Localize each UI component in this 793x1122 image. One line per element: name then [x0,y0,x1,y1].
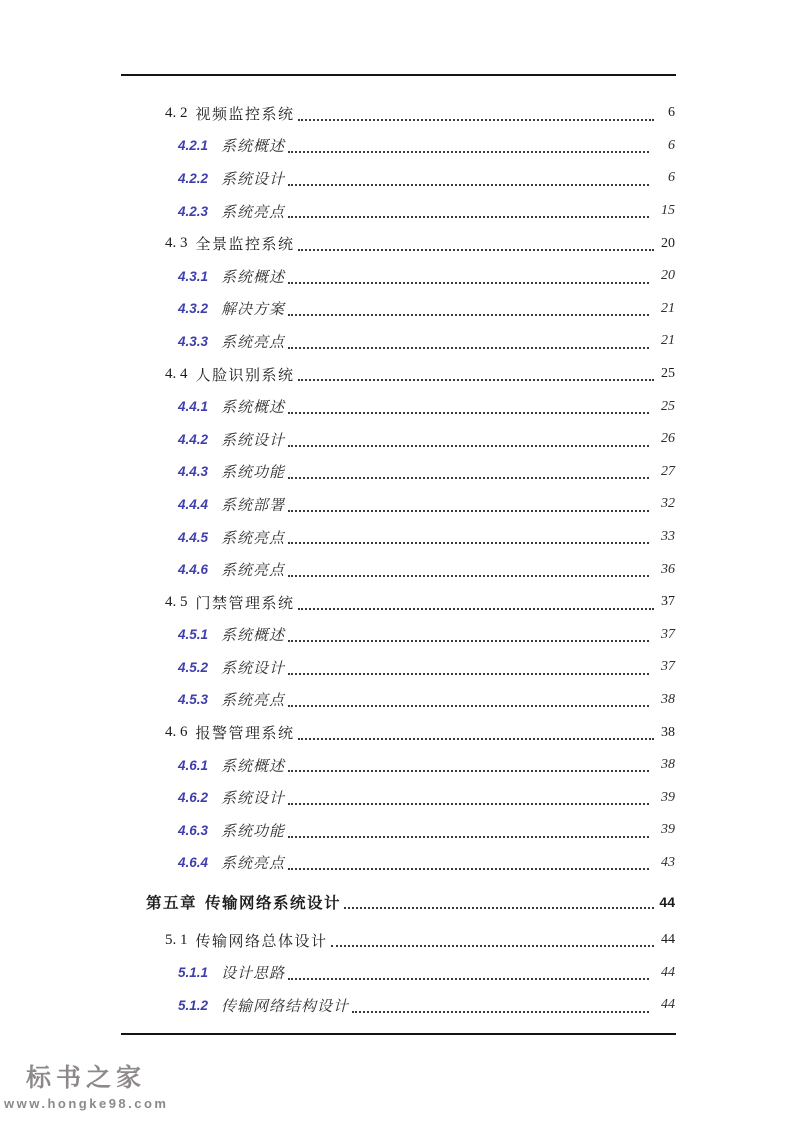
toc-entry-number: 5.1.1 [178,965,209,981]
toc-entry-page: 44 [661,997,675,1013]
toc-entry-page: 39 [661,789,675,805]
toc-entry[interactable] [122,586,675,619]
dot-leader [288,216,649,218]
dot-leader [288,151,649,153]
toc-entry-title: 系统概述 [221,139,286,156]
toc-entry-title: 系统概述 [221,628,286,645]
toc-entry[interactable] [122,456,675,489]
toc-entry-number: 4.3.1 [178,268,209,284]
toc-entry-title: 系统亮点 [221,856,286,873]
toc-entry-title: 系统亮点 [221,530,286,547]
toc-entry[interactable] [122,97,675,130]
toc-entry-title: 系统概述 [221,269,286,286]
toc-entry-title: 报警管理系统 [195,726,295,743]
dot-leader [298,249,654,251]
toc-entry-title: 系统亮点 [221,204,286,221]
dot-leader [288,445,649,447]
toc-entry-title: 传输网络结构设计 [221,998,350,1015]
toc-entry-page: 43 [661,854,675,870]
toc-entry-page: 44 [661,932,675,948]
toc-entry[interactable] [122,781,675,814]
toc-entry[interactable] [122,716,675,749]
dot-leader [288,836,649,838]
toc-entry-title: 系统设计 [221,171,286,188]
toc-entry-number: 4.2.1 [178,138,209,154]
toc-entry-page: 15 [661,203,675,219]
dot-leader [288,770,649,772]
toc-entry-number: 4.6.2 [178,790,209,806]
toc-entry[interactable] [122,651,675,684]
toc-entry[interactable] [122,814,675,847]
toc-entry[interactable] [122,390,675,423]
toc-entry-title: 系统亮点 [221,334,286,351]
toc-entry-page: 38 [661,757,675,773]
toc-entry-title: 系统功能 [221,823,286,840]
dot-leader [331,945,654,947]
header-rule [121,74,676,76]
toc-entry[interactable] [122,130,675,163]
toc-entry[interactable] [122,195,675,228]
toc-entry-number: 4.4.4 [178,496,209,512]
toc-entry-title: 系统设计 [221,791,286,808]
toc-entry-page: 44 [661,964,675,980]
toc-entry-number: 5. 1 [165,931,188,948]
toc-entry-title: 全景监控系统 [195,237,295,254]
toc-entry-page: 6 [668,137,675,153]
toc-entry[interactable] [122,684,675,717]
dot-leader [288,477,649,479]
toc-entry[interactable] [122,162,675,195]
toc-entry[interactable] [122,956,675,989]
dot-leader [288,412,649,414]
dot-leader [298,738,654,740]
toc-entry[interactable] [122,358,675,391]
toc-entry-page: 25 [661,366,675,382]
toc-entry-number: 4.4.2 [178,431,209,447]
dot-leader [298,119,654,121]
dot-leader [288,978,649,980]
toc-entry[interactable] [122,325,675,358]
toc-entry-number: 4.4.6 [178,562,209,578]
dot-leader [298,608,654,610]
toc-entry-title: 系统概述 [221,758,286,775]
toc-entry[interactable] [122,488,675,521]
toc-entry-page: 38 [661,724,675,740]
toc-entry-page: 20 [661,235,675,251]
toc-entry-page: 37 [661,594,675,610]
toc-entry-number: 4.5.3 [178,692,209,708]
toc-entry-number: 4. 3 [165,235,188,252]
toc-entry[interactable] [122,227,675,260]
toc-entry-number: 4. 2 [165,104,188,121]
toc-entry-title: 解决方案 [221,302,286,319]
dot-leader [288,803,649,805]
dot-leader [288,868,649,870]
toc-entry-title: 系统亮点 [221,563,286,580]
toc-entry-title: 传输网络系统设计 [205,894,342,912]
toc-entry-number: 4.6.1 [178,757,209,773]
toc-entry-page: 44 [659,893,675,910]
toc-entry-title: 设计思路 [221,966,286,983]
toc-entry-number: 4.4.5 [178,529,209,545]
toc-entry-page: 6 [668,105,675,121]
toc-entry[interactable] [122,847,675,880]
watermark-brand-text: 标书之家 [26,1064,147,1092]
dot-leader [288,510,649,512]
toc-entry-page: 26 [661,431,675,447]
toc-entry-page: 33 [661,529,675,545]
toc-entry[interactable] [122,521,675,554]
toc-entry[interactable] [122,619,675,652]
toc-entry-number: 4. 5 [165,593,188,610]
toc-entry[interactable] [122,260,675,293]
toc-entry-page: 38 [661,691,675,707]
dot-leader [344,907,654,909]
toc-entry-page: 21 [661,333,675,349]
toc-entry[interactable] [122,885,675,918]
toc-entry-title: 系统设计 [221,660,286,677]
toc-entry-number: 4.4.3 [178,464,209,480]
toc-entry-number: 5.1.2 [178,997,209,1013]
dot-leader [288,575,649,577]
toc-entry-title: 系统功能 [221,465,286,482]
toc-entry-page: 39 [661,822,675,838]
footer-rule [121,1033,676,1035]
toc-entry-number: 4. 4 [165,365,188,382]
toc-entry[interactable] [122,924,675,957]
toc-entry-number: 4.2.3 [178,203,209,219]
dot-leader [288,282,649,284]
toc-entry[interactable] [122,293,675,326]
dot-leader [288,673,649,675]
toc-entry-number: 4.2.2 [178,170,209,186]
toc-entry-number: 4.5.1 [178,627,209,643]
dot-leader [298,379,654,381]
dot-leader [288,542,649,544]
toc-entry-title: 传输网络总体设计 [195,933,328,950]
toc-entry-title: 系统亮点 [221,693,286,710]
toc-entry-page: 32 [661,496,675,512]
toc-entry-page: 21 [661,300,675,316]
toc-entry-number: 第五章 [146,894,198,912]
dot-leader [288,347,649,349]
dot-leader [288,640,649,642]
toc-entry-page: 37 [661,626,675,642]
toc-entry[interactable] [122,423,675,456]
toc-entry-title: 视频监控系统 [195,106,295,123]
dot-leader [288,705,649,707]
toc-entry-page: 20 [661,268,675,284]
toc-entry-page: 25 [661,398,675,414]
toc-list [122,97,675,1022]
toc-entry-title: 系统部署 [221,497,286,514]
toc-entry[interactable] [122,553,675,586]
watermark-url-text: www.hongke98.com [4,1096,169,1111]
toc-entry-number: 4.5.2 [178,659,209,675]
toc-entry-title: 门禁管理系统 [195,595,295,612]
dot-leader [352,1011,649,1013]
toc-entry-number: 4.6.4 [178,855,209,871]
toc-entry-page: 36 [661,561,675,577]
toc-entry[interactable] [122,749,675,782]
dot-leader [288,184,649,186]
toc-entry-title: 系统设计 [221,432,286,449]
toc-entry-page: 6 [668,170,675,186]
dot-leader [288,314,649,316]
toc-entry-page: 37 [661,659,675,675]
toc-entry-page: 27 [661,463,675,479]
toc-entry-number: 4.3.2 [178,301,209,317]
toc-entry-number: 4.6.3 [178,822,209,838]
toc-entry-number: 4. 6 [165,724,188,741]
toc-entry-number: 4.3.3 [178,333,209,349]
toc-entry-title: 系统概述 [221,400,286,417]
toc-entry-title: 人脸识别系统 [195,367,295,384]
toc-entry-number: 4.4.1 [178,399,209,415]
toc-entry[interactable] [122,989,675,1022]
